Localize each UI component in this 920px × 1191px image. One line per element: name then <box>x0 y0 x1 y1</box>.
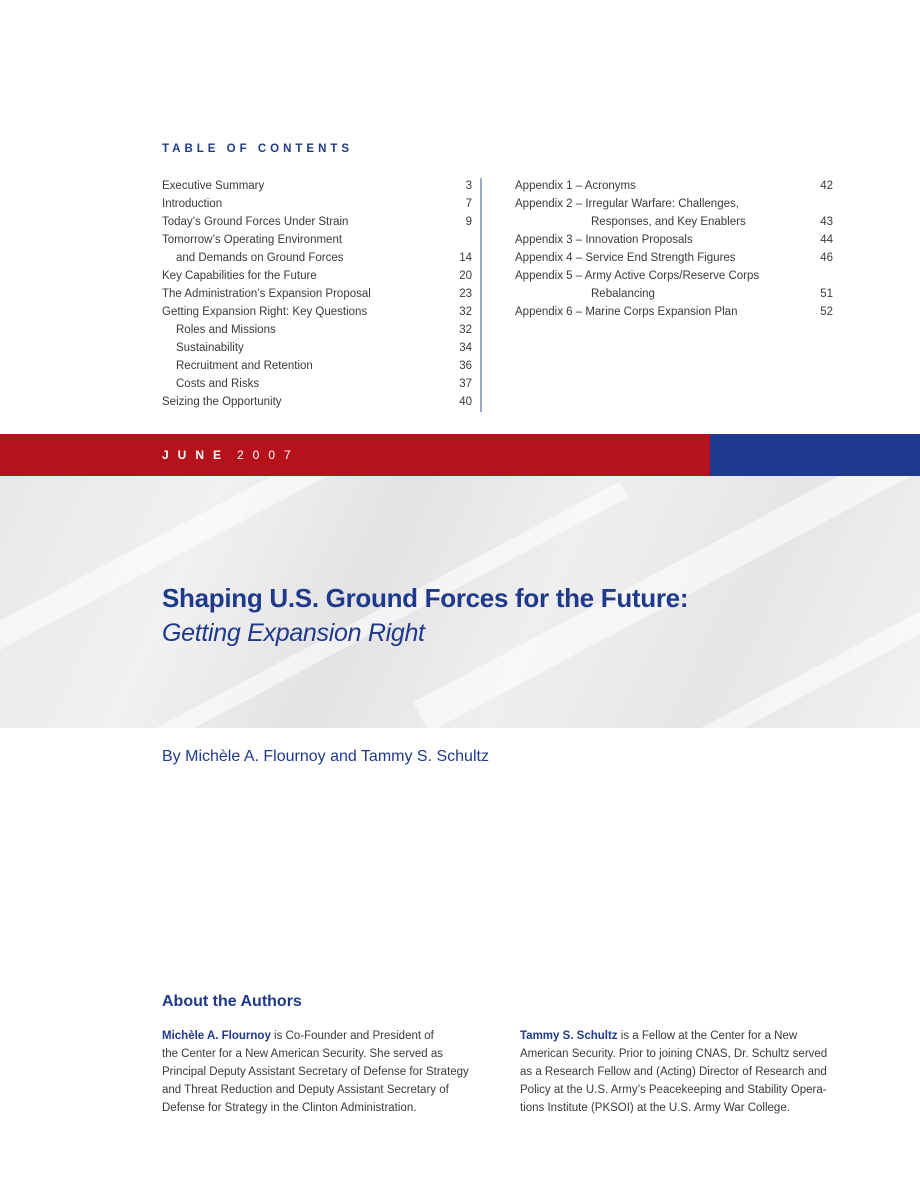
bio-text: is Co-Founder and President of <box>270 1030 434 1042</box>
bio-text: is a Fellow at the Center for a New <box>617 1030 798 1042</box>
toc-entry-page: 37 <box>459 378 472 390</box>
bio-line: Defense for Strategy in the Clinton Administration. <box>162 1102 417 1114</box>
toc-entry-page: 3 <box>465 180 472 192</box>
toc-entry-label: Recruitment and Retention <box>176 360 313 372</box>
toc-entry[interactable] <box>162 285 472 303</box>
toc-entry[interactable] <box>162 213 472 231</box>
bio-line: Principal Deputy Assistant Secretary of Defense for Strategy <box>162 1066 469 1078</box>
toc-entry[interactable] <box>162 249 472 267</box>
report-title: Shaping U.S. Ground Forces for the Future: <box>162 583 689 613</box>
toc-entry-page: 52 <box>820 306 833 318</box>
toc-entry-label: Costs and Risks <box>176 378 260 390</box>
toc-entry-label: Executive Summary <box>162 180 265 192</box>
toc-entry-page: 20 <box>459 270 472 282</box>
toc-right-column <box>515 177 833 321</box>
toc-entry-page: 51 <box>820 288 833 300</box>
toc-entry-page: 32 <box>459 324 472 336</box>
byline: By Michèle A. Flournoy and Tammy S. Schultz <box>162 748 489 765</box>
toc-entry-page <box>809 195 833 213</box>
toc-entry-page: 40 <box>459 396 472 408</box>
toc-entry-label: Appendix 5 – Army Active Corps/Reserve Corps <box>515 270 760 282</box>
bio-line: American Security. Prior to joining CNAS, Dr. Schultz served <box>520 1048 828 1060</box>
toc-entry-page: 43 <box>820 216 833 228</box>
toc-entry-page: 14 <box>459 252 472 264</box>
author-bio <box>162 1027 492 1117</box>
toc-entry-page: 34 <box>459 342 472 354</box>
toc-entry[interactable] <box>515 213 833 231</box>
toc-entry[interactable] <box>515 195 833 213</box>
author-name: Michèle A. Flournoy <box>162 1030 271 1042</box>
date-band-blue <box>710 434 920 476</box>
toc-entry-page: 7 <box>465 198 472 210</box>
toc-entry-label: Rebalancing <box>591 288 655 300</box>
toc-entry-label: Today’s Ground Forces Under Strain <box>162 216 349 228</box>
bio-line: Policy at the U.S. Army’s Peacekeeping and Stability Opera- <box>520 1084 827 1096</box>
date-month: JUNE <box>162 448 231 462</box>
toc-entry-page: 46 <box>820 252 833 264</box>
toc-entry-page <box>809 267 833 285</box>
toc-entry-label: Introduction <box>162 198 223 210</box>
toc-entry-page: 44 <box>820 234 833 246</box>
toc-entry[interactable] <box>162 177 472 195</box>
toc-entry-page: 36 <box>459 360 472 372</box>
toc-entry-label: and Demands on Ground Forces <box>176 252 344 264</box>
toc-entry-label: Appendix 1 – Acronyms <box>515 180 636 192</box>
toc-entry[interactable] <box>162 267 472 285</box>
bio-line <box>162 1027 492 1045</box>
toc-entry[interactable] <box>162 375 472 393</box>
toc-heading: TABLE OF CONTENTS <box>162 143 354 155</box>
toc-entry-label: Roles and Missions <box>176 324 276 336</box>
report-subtitle: Getting Expansion Right <box>162 619 425 647</box>
toc-entry-label: Key Capabilities for the Future <box>162 270 317 282</box>
toc-entry[interactable] <box>162 231 472 249</box>
toc-entry-label: Appendix 3 – Innovation Proposals <box>515 234 693 246</box>
toc-divider <box>480 178 482 412</box>
date-year: 2007 <box>237 448 300 462</box>
toc-entry-page: 32 <box>459 306 472 318</box>
toc-entry[interactable] <box>515 177 833 195</box>
date-band-red <box>0 434 710 476</box>
toc-entry[interactable] <box>162 303 472 321</box>
author-bio <box>520 1027 842 1117</box>
toc-entry[interactable] <box>162 195 472 213</box>
toc-entry-label: Appendix 6 – Marine Corps Expansion Plan <box>515 306 738 318</box>
bio-line: as a Research Fellow and (Acting) Director of Research and <box>520 1066 827 1078</box>
toc-entry-page <box>448 231 472 249</box>
bio-line: the Center for a New American Security. She served as <box>162 1048 444 1060</box>
toc-entry-page: 42 <box>820 180 833 192</box>
toc-entry-label: Responses, and Key Enablers <box>591 216 746 228</box>
toc-entry[interactable] <box>515 231 833 249</box>
toc-entry[interactable] <box>515 303 833 321</box>
bio-line: and Threat Reduction and Deputy Assistant Secretary of <box>162 1084 449 1096</box>
toc-entry-label: Appendix 4 – Service End Strength Figures <box>515 252 736 264</box>
toc-entry[interactable] <box>515 285 833 303</box>
toc-entry-label: The Administration’s Expansion Proposal <box>162 288 371 300</box>
toc-entry[interactable] <box>162 393 472 411</box>
bio-line <box>520 1027 842 1045</box>
toc-entry-label: Tomorrow’s Operating Environment <box>162 234 343 246</box>
toc-entry[interactable] <box>162 321 472 339</box>
toc-entry-page: 9 <box>465 216 472 228</box>
toc-entry[interactable] <box>515 249 833 267</box>
toc-entry-page: 23 <box>459 288 472 300</box>
toc-left-column <box>162 177 472 411</box>
about-authors-heading: About the Authors <box>162 993 302 1010</box>
bio-line: tions Institute (PKSOI) at the U.S. Army War College. <box>520 1102 790 1114</box>
toc-entry-label: Appendix 2 – Irregular Warfare: Challenges, <box>515 198 739 210</box>
author-name: Tammy S. Schultz <box>520 1030 618 1042</box>
toc-entry[interactable] <box>162 357 472 375</box>
toc-entry-label: Seizing the Opportunity <box>162 396 282 408</box>
toc-entry[interactable] <box>162 339 472 357</box>
toc-entry-label: Sustainability <box>176 342 244 354</box>
toc-entry-label: Getting Expansion Right: Key Questions <box>162 306 368 318</box>
toc-entry[interactable] <box>515 267 833 285</box>
